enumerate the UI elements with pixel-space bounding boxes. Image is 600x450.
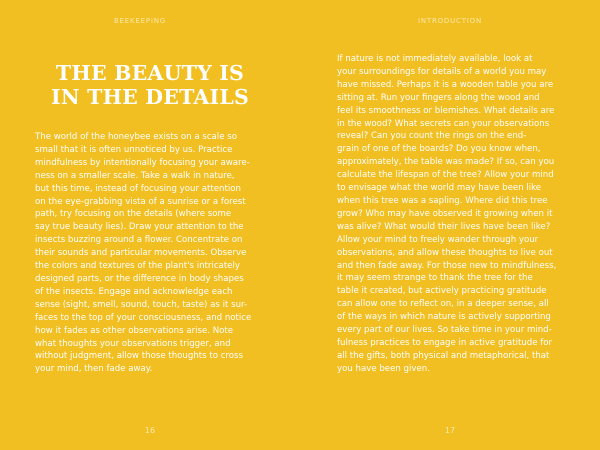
right-page: [300, 0, 600, 450]
page-title: THE BEAUTY IS IN THE DETAILS: [51, 61, 249, 109]
right-body-text: If nature is not immediately available, look at your surroundings for details of a world you may have missed. Perhaps it is a wooden table you are sitting at. Run your fingers along the wood and feel its smoothness or blemishes. What details are in the wood? What secrets can your observations reveal? Can you count the rings on the end- grain of one of the boards? Do you know when, approximately, the table was made? If so, can you calculate the lifespan of the tree? Allow your mind to envisage what the world may have been like when this tree was a sapling. Where did this tree grow? Who may have observed it growing when it was alive? What would their lives have been like? Allow your mind to freely wander through your observations, and allow these thoughts to live out and then fade away. For those new to mindfulness, it may seem strange to thank the tree for the table it created, but actively practicing gratitude can allow one to reflect on, in a deeper sense, all of the ways in which nature is actively supporting every part of our lives. So take time in your mind- fulness practices to engage in active gratitude for all the gifts, both physical and metaphorical, that you have been given.: [337, 54, 557, 374]
running-head-right: INTRODUCTION: [417, 17, 483, 25]
left-body-text: The world of the honeybee exists on a scale so small that it is often unnoticed by us. Practice mindfulness by intentionally focusing your aware- ness on a smaller scale. Take a walk in nature, but this time, instead of focusing your attention on the eye-grabbing vista of a sunrise or a forest path, try focusing on the details (where some say true beauty lies). Draw your attention to the insects buzzing around a flower. Concentrate on their sounds and particular movements. Observe the colors and textures of the plant's intricately designed parts, or the difference in body shapes of the insects. Engage and acknowledge each sense (sight, smell, sound, touch, taste) as it sur- faces to the top of your consciousness, and notice how it fades as other observations arise. Note what thoughts your observations trigger, and without judgment, allow those thoughts to cross your mind, then fade away.: [35, 132, 252, 375]
running-head-left: BEEKEEPING: [113, 17, 167, 25]
page-number-left: 16: [144, 426, 156, 435]
page-number-right: 17: [444, 426, 456, 435]
